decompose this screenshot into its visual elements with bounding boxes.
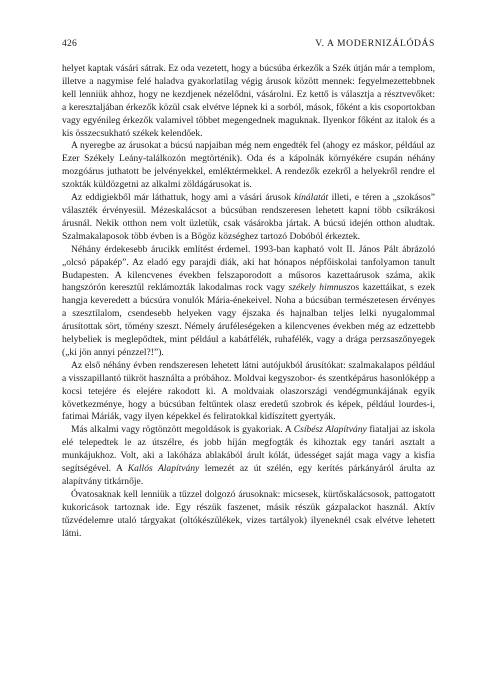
paragraph (62, 244, 435, 360)
paragraph (62, 192, 435, 244)
running-header (62, 38, 435, 49)
italic-text: Csíbész Alapítvány (293, 424, 367, 436)
page-number: 426 (62, 38, 77, 49)
paragraph (62, 424, 435, 489)
text-run: os kazettáikat, s ezek hangja keveredett a búcsúra vonulók Mária-énekeivel. Noha a búcsúban természetesen érvényes a szesztilalom, csendesebb helyeken vagy éjszaka és hajnalban teljes lelki nyugalommal árusítottak sört, tömény szeszt. Némely áruféleségeken a kilencvenes években még az edzettebb helybeliek is meglepődtek, mint például a kabátfélék, ruhafélék, vagy a drága perzsaszőnyegek („ki jön annyi pénzzel?!”). (62, 282, 436, 358)
paragraph (62, 140, 435, 192)
paragraph (62, 63, 435, 140)
body-text (62, 63, 435, 541)
italic-text: Kallós Alapítvány (127, 463, 200, 475)
paragraph (62, 489, 435, 541)
text-run: Az eddigiekből már láthattuk, hogy ami a vásári árusok (71, 192, 295, 204)
text-run: helyet kaptak vásári sátrak. Ez oda vezetett, hogy a búcsúba érkezők a Szék útján már a templom, illetve a nagymise felé haladva gyakorlatilag végig árusok között mennek: fegyelmezettebbnek kell lenniük ahhoz, hogy ne kezdjenek nézelődni, vásárolni. Ez kettő is választja a résztvevőket: a keresztaljában érkezők közül csak elvétve lépnek ki a sorból, mások, főként a kis csoportokban vagy egyénileg érkezők valamivel többet megengednek maguknak. Ilyenkor főként az italok és a kis összecsukható székek kelendőek. (62, 63, 435, 139)
text-run: fiataljai az iskola elé telepedtek le az útszélre, és jobb híján megfogták és kihoztak egy tanári asztalt a munkájukhoz. Volt, aki a lakóháza ablakából árult kólát, üdességet saját maga vagy a kisfia segítségével. A (62, 424, 436, 475)
italic-text: kínálatát (294, 192, 329, 204)
text-run: Más alkalmi vagy rögtönzött megoldások is gyakoriak. A (71, 424, 294, 436)
chapter-title: V. A MODERNIZÁLÓDÁS (315, 38, 435, 49)
text-run: A nyeregbe az árusokat a búcsú napjaiban még nem engedték fel (ahogy ez máskor, például az Ezer Székely Leány-találkozón megtörténik). Oda és a kápolnák környékére csupán néhány mozgóárus juthatott be jelvényekkel, emléktérmekkel. A rendezők ezekről a helyekről rendre el szokták küldözgetni az alkalmi zöldágárusokat is. (62, 140, 435, 191)
italic-text: székely himnusz (288, 282, 351, 294)
paragraph (62, 360, 435, 425)
text-run: Óvatosaknak kell lenniük a tűzzel dolgozó árusoknak: micsesek, kürtőskalácsosok, pattogatott kukoricások tartoznak ide. Egy részük faszenet, másik részük gázpalackot használ. Aktív tűzvédelemre utaló tárgyakat (oltókészülékek, vizes tartályok) ilyeneknél csak elvétve lehetett látni. (62, 488, 435, 539)
text-run: illeti, e téren a „szokásos” választék érvényesül. Mézeskalácsot a búcsúban rendszeresen lehetett kapni több csíkrákosi árusnál. Nekik otthon nem volt üzletük, csak vásárokba jártak. A búcsú idején otthon aludtak. Szalmakalaposok több évben is a Bögöz községhez tartozó Dobóból érkeztek. (62, 192, 435, 242)
text-run: Néhány érdekesebb árucikk említést érdemel. 1993-ban kapható volt II. János Pált ábrázoló „olcsó pápakép”. Az eladó egy parajdi diák, aki hat hónapos népfőiskolai tanfolyamon tanult Budapesten. A kilencvenes években felszaporodott a műsoros kazettaárusok száma, akik hangszórón keresztül reklámozták lakodalmas rock vagy (62, 243, 435, 294)
text-run: lemezét az út szélén, egy kerítés párkányáról árulta az alapítvány titkárnője. (62, 463, 435, 487)
text-run: Az első néhány évben rendszeresen lehetett látni autójukból árusítókat: szalmakalapos például a visszapillantó tükröt használta a próbához. Moldvai kegyszobor- és szentképárus hasonlóképp a kocsi tetejére és elejére rakodott ki. A moldvaiak olaszországi vendégmunkájának egyik következménye, hogy a búcsúban feltűntek olasz eredetű szobrok és képek, például lourdes-i, fatimai Máriák, vagy ilyen képekkel és feliratokkal kidíszített gyertyák. (62, 359, 435, 423)
